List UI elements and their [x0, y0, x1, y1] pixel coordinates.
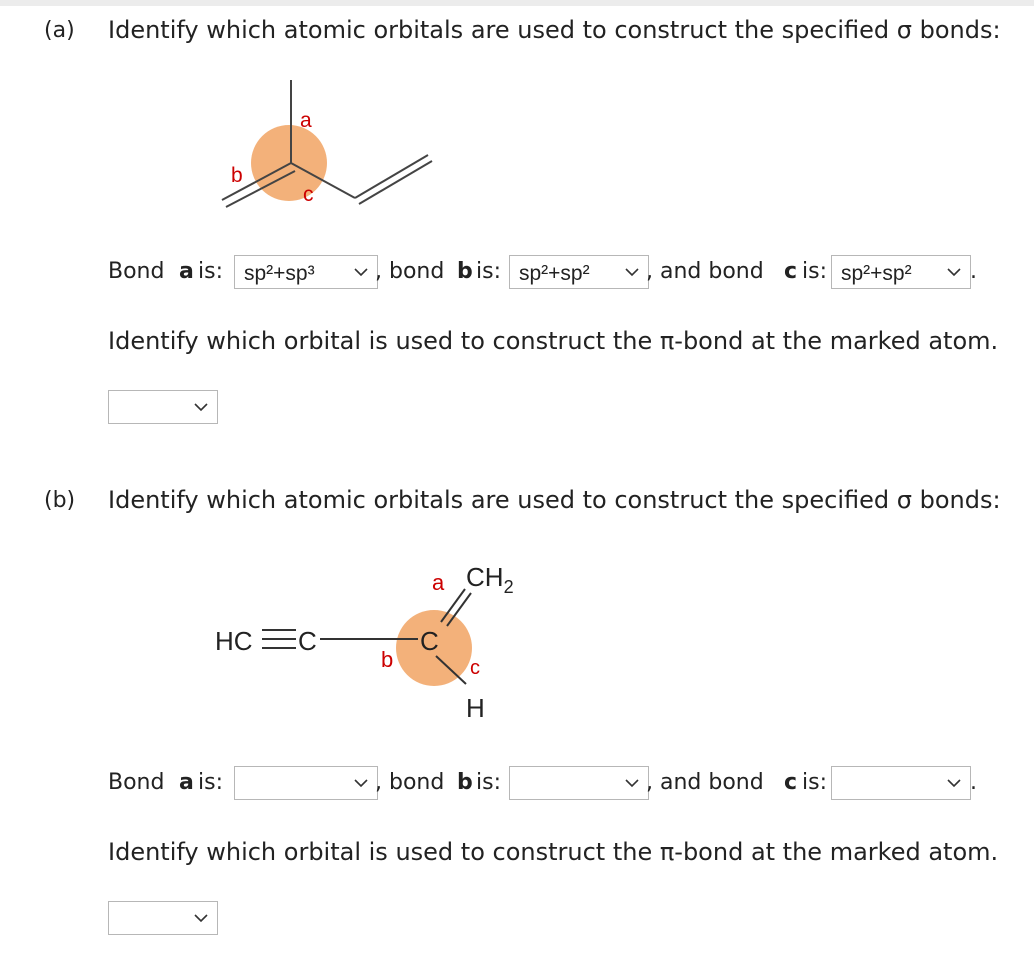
bond-a-prefix: Bond [108, 770, 165, 795]
part-b-question: Identify which atomic orbitals are used to construct the specified σ bonds: [108, 486, 1001, 514]
chevron-down-icon [194, 914, 208, 923]
h-label: H [466, 693, 485, 723]
vinyl-single-line [355, 155, 428, 198]
bond-a-suffix: is: [198, 259, 223, 284]
part-b-label: (b) [44, 488, 76, 513]
bond-a-prefix: Bond [108, 259, 165, 284]
bond-a-letter: a [179, 259, 194, 284]
bond-a-suffix: is: [198, 770, 223, 795]
molecule-a [210, 75, 450, 215]
selected-value: sp²+sp³ [244, 262, 315, 285]
chevron-down-icon [947, 779, 961, 788]
bond-b-prefix: , bond [375, 259, 445, 284]
bond-c-suffix: is: [802, 259, 827, 284]
bond-b-tag: b [381, 647, 394, 672]
chevron-down-icon [625, 779, 639, 788]
part-a-question: Identify which atomic orbitals are used to construct the specified σ bonds: [108, 16, 1001, 44]
bond-b-suffix: is: [476, 770, 501, 795]
bond-a-tag: a [300, 109, 312, 132]
vinyl-double-line [359, 161, 432, 204]
bond-c-letter: c [784, 259, 798, 284]
chevron-down-icon [947, 268, 961, 277]
c1-label: C [298, 626, 317, 656]
part-a-bond-a-select[interactable] [234, 255, 378, 289]
part-b-pi-question: Identify which orbital is used to construct the π-bond at the marked atom. [108, 838, 999, 866]
bond-c-tag: c [470, 657, 480, 679]
bond-a-letter: a [179, 770, 194, 795]
c2-label: C [420, 626, 439, 656]
chevron-down-icon [354, 268, 368, 277]
selected-value: sp²+sp² [519, 262, 590, 285]
bond-c-tag: c [303, 183, 314, 206]
bond-b-letter: b [457, 770, 473, 795]
molecule-b [200, 545, 560, 735]
part-b-bond-c-select[interactable] [831, 766, 971, 800]
bond-b-prefix: , bond [375, 770, 445, 795]
selected-value: sp²+sp² [841, 262, 912, 285]
bond-b-letter: b [457, 259, 473, 284]
bond-b-suffix: is: [476, 259, 501, 284]
chevron-down-icon [625, 268, 639, 277]
end-punct: . [970, 259, 977, 284]
part-b-pi-select[interactable] [108, 901, 218, 935]
bond-a-tag: a [432, 570, 445, 595]
part-a-label: (a) [44, 18, 75, 43]
part-b-bond-b-select[interactable] [509, 766, 649, 800]
chevron-down-icon [194, 403, 208, 412]
end-punct: . [970, 770, 977, 795]
chevron-down-icon [354, 779, 368, 788]
hc-label: HC [215, 626, 253, 656]
bond-c-letter: c [784, 770, 798, 795]
part-a-pi-question: Identify which orbital is used to construct the π-bond at the marked atom. [108, 327, 999, 355]
top-bar [0, 0, 1034, 6]
part-b-bond-a-select[interactable] [234, 766, 378, 800]
bond-c-suffix: is: [802, 770, 827, 795]
bond-b-tag: b [231, 164, 243, 187]
part-a-bond-b-select[interactable] [509, 255, 649, 289]
ch2-label: $CH_2$ [466, 562, 514, 597]
bond-c-prefix: , and bond [646, 770, 764, 795]
part-a-pi-select[interactable] [108, 390, 218, 424]
bond-c-prefix: , and bond [646, 259, 764, 284]
part-a-bond-c-select[interactable] [831, 255, 971, 289]
